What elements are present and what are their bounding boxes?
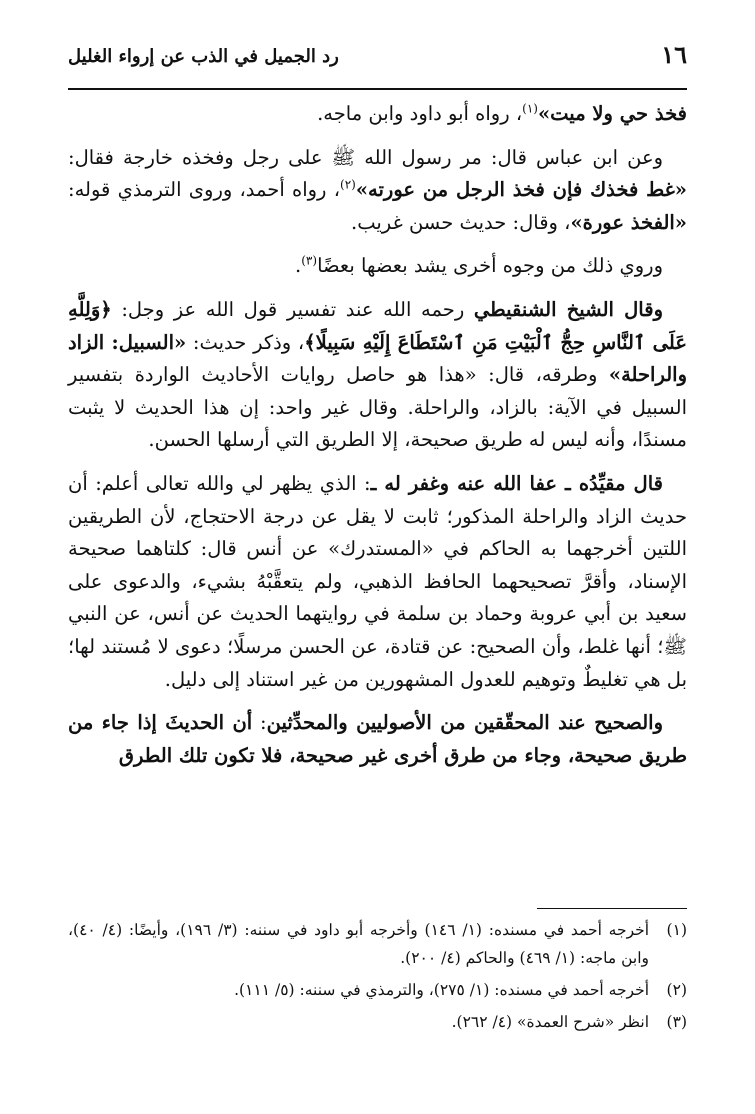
footnote-1 xyxy=(68,916,687,972)
hadith-text: «الفخذ عورة» xyxy=(570,210,687,234)
footnote-number: (٢) xyxy=(666,981,687,999)
header-rule xyxy=(68,88,687,90)
paragraph-6: والصحيح عند المحقّقين من الأصوليين والمحدِّثين: أن الحديثَ إذا جاء من طريق صحيحة، وجاء من طرق أخرى غير صحيحة، فلا تكون تلك الطرق xyxy=(68,711,687,767)
footnote-rule xyxy=(537,908,687,909)
footnote-number: (٣) xyxy=(666,1013,687,1031)
footnote-3 xyxy=(68,1008,687,1036)
author-heading: قال مقيِّدُه ـ عفا الله عنه وغفر له ـ xyxy=(370,471,663,495)
paragraph-4: وقال الشيخ الشنقيطي رحمه الله عند تفسير قول الله عز وجل: ﴿وَلِلَّهِ عَلَى ٱلنَّاسِ حِجُّ ٱلْبَيْتِ مَنِ ٱسْتَطَاعَ إِلَيْهِ سَبِيلًا﴾، وذكر حديث: «السبيل: الزاد والراحلة» وطرقه، قال: «هذا هو حاصل روايات الأحاديث الواردة بتفسير السبيل في الآية: بالزاد، والراحلة. وقال غير واحد: إن هذا الحديث لا يثبت مسندًا، وأنه ليس له طريق صحيحة، إلا الطريق التي أرسلها الحسن. xyxy=(68,297,687,452)
footnote-text: أخرجه أحمد في مسنده: (١/ ٢٧٥)، والترمذي في سننه: (٥/ ١١١). xyxy=(234,981,649,999)
footnotes xyxy=(68,916,687,1040)
footnote-ref-3: (٣) xyxy=(301,253,318,268)
hadith-text: «السبيل: الزاد والراحلة» xyxy=(68,330,687,387)
paragraph-3: وروي ذلك من وجوه أخرى يشد بعضها بعضًا$^{(٣)}$. xyxy=(295,253,663,278)
page-header xyxy=(68,40,687,80)
footnote-2 xyxy=(68,976,687,1004)
main-text xyxy=(68,98,687,783)
footnote-ref-1: (١) xyxy=(522,101,538,116)
paragraph-2: وعن ابن عباس قال: مر رسول الله ﷺ على رجل وفخذه خارجة فقال: «غط فخذك فإن فخذ الرجل من عورته»$^{(٢)}$، رواه أحمد، وروى الترمذي قوله: «الفخذ عورة»، وقال: حديث حسن غريب. xyxy=(68,145,687,234)
quran-verse: ﴿وَلِلَّهِ عَلَى ٱلنَّاسِ حِجُّ ٱلْبَيْتِ مَنِ ٱسْتَطَاعَ إِلَيْهِ سَبِيلًا﴾ xyxy=(68,297,687,354)
footnote-text: انظر «شرح العمدة» (٤/ ٢٦٢). xyxy=(451,1013,649,1031)
hadith-text: «غط فخذك فإن فخذ الرجل من عورته» xyxy=(355,178,687,202)
hadith-text: فخذ حي ولا ميت» xyxy=(537,102,687,125)
footnote-text: أخرجه أحمد في مسنده: (١/ ١٤٦) وأخرجه أبو داود في سننه: (٣/ ١٩٦)، وأيضًا: (٤/ ٤٠)، وابن ماجه: (١/ ٤٦٩) والحاكم (٤/ ٢٠٠). xyxy=(68,921,650,967)
footnote-number: (١) xyxy=(666,921,687,939)
footnote-ref-2: (٢) xyxy=(340,177,356,192)
paragraph-5: قال مقيِّدُه ـ عفا الله عنه وغفر له ـ: الذي يظهر لي والله تعالى أعلم: أن حديث الزاد والراحلة المذكور؛ ثابت لا يقل عن درجة الاحتجاج، لأن الطريقين اللتين أخرجهما به الحاكم في «المستدرك» عن أنس قال: كلتاهما صحيحة الإسناد، وأقرَّ تصحيحهما الحافظ الذهبي، ولم يتعقَّبْهُ بشيء، والدعوى على سعيد بن أبي عروبة وحماد بن سلمة في روايتهما الحديث عن أنس، عن النبي ﷺ؛ أنها غلط، وأن الصحيح: عن قتادة، عن الحسن مرسلًا؛ دعوى لا مُستند لها؛ بل هي تغليطٌ وتوهيم للعدول المشهورين من غير استناد إلى دليل. xyxy=(68,471,687,691)
running-title: رد الجميل في الذب عن إرواء الغليل xyxy=(68,46,339,67)
paragraph-1: فخذ حي ولا ميت»$^{(١)}$، رواه أبو داود وابن ماجه. xyxy=(317,101,687,125)
page-number: ١٦ xyxy=(661,40,687,69)
speaker-name: وقال الشيخ الشنقيطي xyxy=(473,297,663,321)
